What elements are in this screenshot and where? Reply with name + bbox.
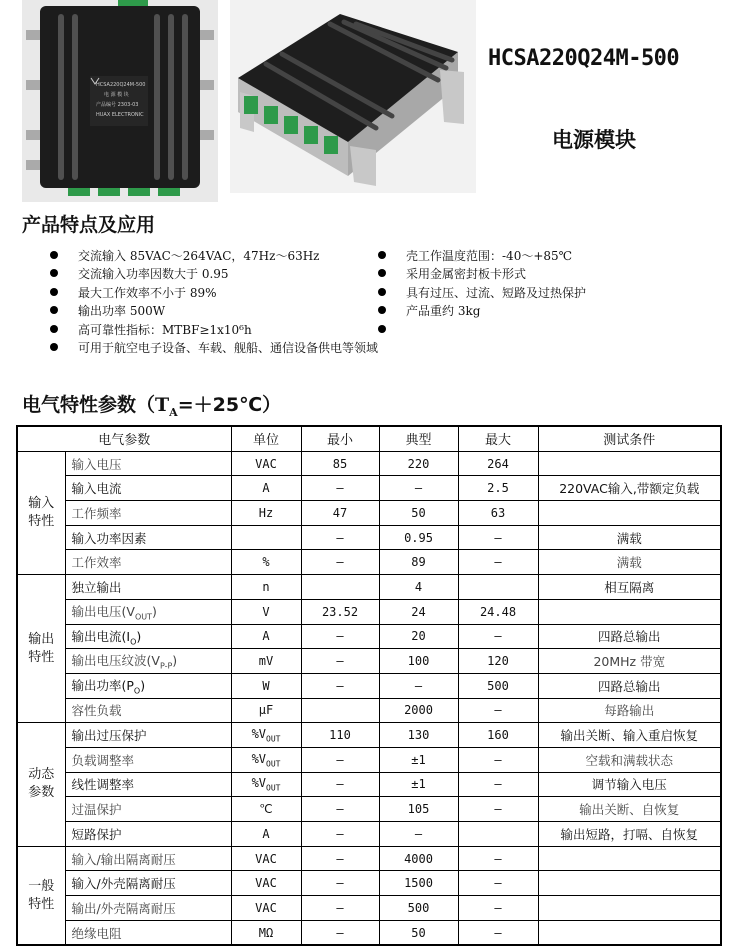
electrical-title-sub: A bbox=[169, 405, 178, 419]
unit-cell: n bbox=[231, 575, 301, 600]
max-value: 63 bbox=[458, 501, 538, 526]
table-row bbox=[17, 723, 721, 748]
min-value: — bbox=[301, 797, 379, 822]
feature-item bbox=[378, 284, 586, 302]
table-row bbox=[17, 501, 721, 526]
test-condition bbox=[538, 846, 721, 871]
param-name: 输入/输出隔离耐压 bbox=[65, 846, 231, 871]
table-row bbox=[17, 698, 721, 723]
typ-value: 220 bbox=[379, 451, 458, 476]
test-condition: 20MHz 带宽 bbox=[538, 649, 721, 674]
typ-value: 50 bbox=[379, 920, 458, 945]
unit-cell: % bbox=[231, 550, 301, 575]
typ-value: — bbox=[379, 822, 458, 847]
table-row bbox=[17, 649, 721, 674]
min-value: 47 bbox=[301, 501, 379, 526]
photo-label-model: HCSA220Q24M-500 bbox=[96, 82, 146, 88]
test-condition: 输出关断、自恢复 bbox=[538, 797, 721, 822]
unit-cell: ℃ bbox=[231, 797, 301, 822]
min-value: 23.52 bbox=[301, 599, 379, 624]
photo-label-type: 电 源 模 块 bbox=[104, 92, 129, 98]
feature-item bbox=[50, 321, 378, 339]
unit-cell bbox=[231, 525, 301, 550]
typ-value: 24 bbox=[379, 599, 458, 624]
group-label: 输出 特性 bbox=[17, 575, 65, 723]
test-condition bbox=[538, 451, 721, 476]
min-value: — bbox=[301, 673, 379, 698]
max-value: — bbox=[458, 896, 538, 921]
param-name: 负载调整率 bbox=[65, 747, 231, 772]
test-condition: 输出短路，打嗝、自恢复 bbox=[538, 822, 721, 847]
test-condition bbox=[538, 896, 721, 921]
typ-value: 89 bbox=[379, 550, 458, 575]
table-row bbox=[17, 476, 721, 501]
max-value: 24.48 bbox=[458, 599, 538, 624]
min-value: 110 bbox=[301, 723, 379, 748]
table-row bbox=[17, 550, 721, 575]
group-label: 输入 特性 bbox=[17, 451, 65, 574]
product-photo-perspective bbox=[230, 0, 476, 193]
max-value: — bbox=[458, 698, 538, 723]
typ-value: — bbox=[379, 673, 458, 698]
max-value: — bbox=[458, 871, 538, 896]
param-name: 绝缘电阻 bbox=[65, 920, 231, 945]
feature-item bbox=[50, 247, 378, 265]
max-value bbox=[458, 822, 538, 847]
bullet-icon bbox=[378, 269, 386, 277]
max-value: 2.5 bbox=[458, 476, 538, 501]
bullet-icon bbox=[50, 306, 58, 314]
min-value: 85 bbox=[301, 451, 379, 476]
unit-cell: A bbox=[231, 624, 301, 649]
electrical-title-prefix: 电气特性参数（ bbox=[22, 394, 156, 416]
param-name: 输入电流 bbox=[65, 476, 231, 501]
group-label: 一般 特性 bbox=[17, 846, 65, 945]
feature-text: 可用于航空电子设备、车载、舰船、通信设备供电等领域 bbox=[78, 340, 379, 355]
min-value bbox=[301, 698, 379, 723]
table-row bbox=[17, 920, 721, 945]
min-value: — bbox=[301, 772, 379, 797]
bullet-icon bbox=[50, 288, 58, 296]
param-name: 独立输出 bbox=[65, 575, 231, 600]
test-condition: 满载 bbox=[538, 550, 721, 575]
test-condition: 四路总输出 bbox=[538, 624, 721, 649]
typ-value: 2000 bbox=[379, 698, 458, 723]
table-row bbox=[17, 871, 721, 896]
feature-text: 具有过压、过流、短路及过热保护 bbox=[406, 285, 587, 300]
unit-cell: Hz bbox=[231, 501, 301, 526]
header-param: 电气参数 bbox=[17, 426, 231, 451]
max-value bbox=[458, 575, 538, 600]
param-name: 容性负载 bbox=[65, 698, 231, 723]
test-condition: 每路输出 bbox=[538, 698, 721, 723]
electrical-title-t: T bbox=[155, 394, 170, 416]
typ-value: 500 bbox=[379, 896, 458, 921]
max-value: — bbox=[458, 772, 538, 797]
test-condition: 相互隔离 bbox=[538, 575, 721, 600]
min-value: — bbox=[301, 624, 379, 649]
max-value: — bbox=[458, 747, 538, 772]
bullet-icon bbox=[50, 343, 58, 351]
min-value: — bbox=[301, 649, 379, 674]
test-condition bbox=[538, 920, 721, 945]
test-condition: 满载 bbox=[538, 525, 721, 550]
max-value: — bbox=[458, 624, 538, 649]
max-value: 500 bbox=[458, 673, 538, 698]
max-value: 264 bbox=[458, 451, 538, 476]
bullet-icon bbox=[50, 251, 58, 259]
feature-text: 采用金属密封板卡形式 bbox=[406, 267, 527, 282]
unit-cell: VAC bbox=[231, 846, 301, 871]
table-row bbox=[17, 599, 721, 624]
table-row bbox=[17, 846, 721, 871]
min-value: — bbox=[301, 525, 379, 550]
param-name: 工作频率 bbox=[65, 501, 231, 526]
feature-text: 产品重约 3kg bbox=[406, 304, 481, 319]
header-typ: 典型 bbox=[379, 426, 458, 451]
param-name: 输出电压$(V_{OUT})$ bbox=[65, 599, 231, 624]
product-model: HCSA220Q24M-500 bbox=[488, 46, 680, 71]
feature-item bbox=[378, 265, 586, 283]
bullet-icon bbox=[50, 325, 58, 333]
table-row bbox=[17, 896, 721, 921]
table-row bbox=[17, 673, 721, 698]
bullet-icon bbox=[378, 251, 386, 259]
max-value: 160 bbox=[458, 723, 538, 748]
min-value bbox=[301, 575, 379, 600]
max-value: — bbox=[458, 550, 538, 575]
param-name: 输入/外壳隔离耐压 bbox=[65, 871, 231, 896]
test-condition: 四路总输出 bbox=[538, 673, 721, 698]
unit-cell: A bbox=[231, 822, 301, 847]
group-label: 动态 参数 bbox=[17, 723, 65, 846]
test-condition bbox=[538, 501, 721, 526]
max-value: — bbox=[458, 525, 538, 550]
unit-cell: VAC bbox=[231, 896, 301, 921]
min-value: — bbox=[301, 822, 379, 847]
module-top-view-drawing bbox=[22, 0, 218, 202]
header-cond: 测试条件 bbox=[538, 426, 721, 451]
max-value: — bbox=[458, 797, 538, 822]
param-name: 输入功率因素 bbox=[65, 525, 231, 550]
header-max: 最大 bbox=[458, 426, 538, 451]
param-name: 过温保护 bbox=[65, 797, 231, 822]
typ-value: 0.95 bbox=[379, 525, 458, 550]
photo-label-maker: HUAX ELECTRONIC bbox=[96, 112, 144, 118]
min-value: — bbox=[301, 920, 379, 945]
min-value: — bbox=[301, 476, 379, 501]
product-photo-top-view bbox=[22, 0, 218, 202]
typ-value: 4 bbox=[379, 575, 458, 600]
table-body bbox=[17, 451, 721, 945]
module-perspective-drawing bbox=[230, 0, 476, 193]
typ-value: — bbox=[379, 476, 458, 501]
product-subtitle: 电源模块 bbox=[552, 128, 636, 152]
table-row bbox=[17, 451, 721, 476]
features-list-right bbox=[378, 247, 586, 339]
table-row bbox=[17, 624, 721, 649]
feature-item bbox=[378, 302, 586, 320]
photo-label-serial: 产品编号 2303-03 bbox=[96, 102, 139, 108]
param-name: 线性调整率 bbox=[65, 772, 231, 797]
test-condition: 输出关断、输入重启恢复 bbox=[538, 723, 721, 748]
table-row bbox=[17, 797, 721, 822]
feature-text: 交流输入 85VAC～264VAC，47Hz～63Hz bbox=[78, 249, 320, 263]
test-condition: 空载和满载状态 bbox=[538, 747, 721, 772]
param-name: 输出电流$(I_O)$ bbox=[65, 624, 231, 649]
feature-text: 最大工作效率不小于 89% bbox=[78, 285, 217, 300]
unit-cell: VAC bbox=[231, 871, 301, 896]
typ-value: ±1 bbox=[379, 747, 458, 772]
features-title: 产品特点及应用 bbox=[22, 214, 156, 236]
param-name: 输出电压纹波$(V_{P-P})$ bbox=[65, 649, 231, 674]
param-name: 输出功率$(P_O)$ bbox=[65, 673, 231, 698]
unit-cell: VAC bbox=[231, 451, 301, 476]
unit-cell: V bbox=[231, 599, 301, 624]
test-condition bbox=[538, 871, 721, 896]
unit-cell: MΩ bbox=[231, 920, 301, 945]
table-row bbox=[17, 772, 721, 797]
test-condition: 220VAC输入,带额定负载 bbox=[538, 476, 721, 501]
typ-value: 100 bbox=[379, 649, 458, 674]
electrical-title-suffix: =＋25℃） bbox=[177, 394, 282, 416]
header-unit: 单位 bbox=[231, 426, 301, 451]
unit-cell: $\%V_{OUT}$ bbox=[231, 772, 301, 797]
feature-text: 输出功率 500W bbox=[78, 304, 166, 319]
param-name: 工作效率 bbox=[65, 550, 231, 575]
typ-value: 105 bbox=[379, 797, 458, 822]
table-row bbox=[17, 747, 721, 772]
unit-cell: μF bbox=[231, 698, 301, 723]
test-condition: 调节输入电压 bbox=[538, 772, 721, 797]
table-row bbox=[17, 525, 721, 550]
typ-value: 20 bbox=[379, 624, 458, 649]
param-name: 短路保护 bbox=[65, 822, 231, 847]
bullet-icon bbox=[50, 269, 58, 277]
electrical-params-table bbox=[16, 425, 722, 946]
unit-cell: W bbox=[231, 673, 301, 698]
min-value: — bbox=[301, 846, 379, 871]
min-value: — bbox=[301, 747, 379, 772]
feature-text: 高可靠性指标：MTBF≥1x10⁶h bbox=[78, 322, 252, 337]
test-condition bbox=[538, 599, 721, 624]
header-min: 最小 bbox=[301, 426, 379, 451]
bullet-icon bbox=[378, 325, 386, 333]
unit-cell: A bbox=[231, 476, 301, 501]
max-value: 120 bbox=[458, 649, 538, 674]
feature-item bbox=[50, 302, 378, 320]
table-row bbox=[17, 575, 721, 600]
typ-value: 4000 bbox=[379, 846, 458, 871]
min-value: — bbox=[301, 871, 379, 896]
min-value: — bbox=[301, 896, 379, 921]
param-name: 输出过压保护 bbox=[65, 723, 231, 748]
feature-text: 交流输入功率因数大于 0.95 bbox=[78, 267, 229, 282]
table-row bbox=[17, 822, 721, 847]
feature-item bbox=[378, 247, 586, 265]
typ-value: ±1 bbox=[379, 772, 458, 797]
bullet-icon bbox=[378, 288, 386, 296]
param-name: 输入电压 bbox=[65, 451, 231, 476]
unit-cell: $\%V_{OUT}$ bbox=[231, 747, 301, 772]
max-value: — bbox=[458, 846, 538, 871]
typ-value: 1500 bbox=[379, 871, 458, 896]
param-name: 输出/外壳隔离耐压 bbox=[65, 896, 231, 921]
table-header-row bbox=[17, 426, 721, 451]
feature-item bbox=[50, 265, 378, 283]
feature-text: 壳工作温度范围：-40～+85℃ bbox=[406, 249, 573, 263]
max-value: — bbox=[458, 920, 538, 945]
min-value: — bbox=[301, 550, 379, 575]
feature-item bbox=[378, 321, 586, 339]
feature-item bbox=[50, 339, 378, 357]
unit-cell: mV bbox=[231, 649, 301, 674]
unit-cell: $\%V_{OUT}$ bbox=[231, 723, 301, 748]
feature-item bbox=[50, 284, 378, 302]
typ-value: 50 bbox=[379, 501, 458, 526]
features-list-left bbox=[50, 247, 378, 357]
electrical-title bbox=[22, 390, 281, 419]
bullet-icon bbox=[378, 306, 386, 314]
typ-value: 130 bbox=[379, 723, 458, 748]
